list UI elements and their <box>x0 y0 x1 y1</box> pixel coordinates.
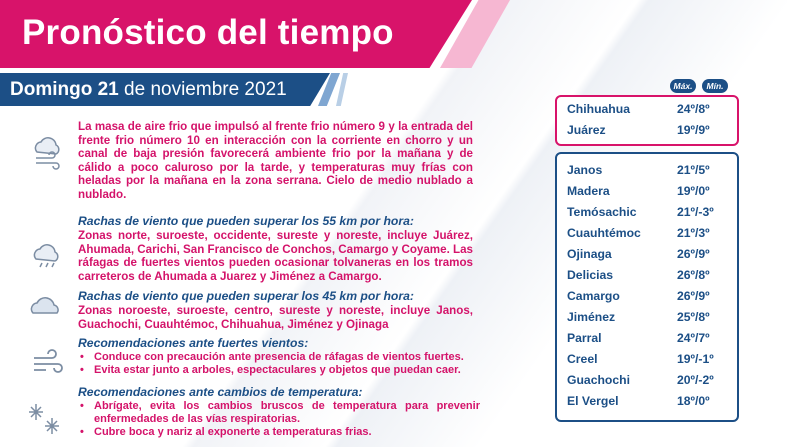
partly-cloudy-icon <box>28 285 68 325</box>
wind-45-heading: Rachas de viento que pueden superar los 45 km por hora: <box>78 289 414 303</box>
table-row <box>567 226 737 245</box>
city-name: Jiménez <box>567 310 616 324</box>
city-temp: 20º/-2º <box>677 373 714 387</box>
snowflake-icon <box>24 398 64 438</box>
date-label <box>10 79 287 101</box>
wind-45-text: Zonas noroeste, suroeste, centro, sureste y noreste, incluye Janos, Guachochi, Cuauhtémoc, Chihuahua, Jiménez y Ojinaga <box>78 304 473 331</box>
table-row <box>567 205 737 224</box>
featured-cities-box <box>555 95 739 146</box>
wind-icon <box>28 343 68 383</box>
table-row <box>567 163 737 182</box>
cloud-icon <box>28 232 68 272</box>
table-row <box>567 394 737 413</box>
table-row <box>567 247 737 266</box>
city-temp: 24º/8º <box>677 102 710 116</box>
city-name: El Vergel <box>567 394 619 408</box>
city-name: Temósachic <box>567 205 637 219</box>
city-name: Camargo <box>567 289 620 303</box>
table-row <box>567 184 737 203</box>
list-item: • Evita estar junto a arboles, espectaculares y objetos que puedan caer. <box>80 364 480 377</box>
date-month-year: de noviembre 2021 <box>124 79 287 100</box>
city-name: Madera <box>567 184 610 198</box>
city-temp: 19º/9º <box>677 123 710 137</box>
table-row <box>567 352 737 371</box>
city-name: Janos <box>567 163 603 177</box>
city-temp: 26º/8º <box>677 268 710 282</box>
city-temp: 21º/-3º <box>677 205 714 219</box>
city-name: Juárez <box>567 123 606 137</box>
table-row <box>567 102 737 121</box>
forecast-summary: La masa de aire frio que impulsó al frente frio número 9 y la entrada del frente frio número 10 en interacción con la corriente en chorro y un canal de baja presión favorecerá ambiente frio por la mañana y de cálido a poco caluroso por la tarde, y temperaturas muy frías con heladas por la mañana en la zona serrana. Cielo de medio nublado a nublado. <box>78 120 473 201</box>
city-temp: 19º/-1º <box>677 352 714 366</box>
city-temp: 21º/5º <box>677 163 710 177</box>
wind-recommendations-heading: Recomendaciones ante fuertes vientos: <box>78 336 309 350</box>
city-name: Guachochi <box>567 373 630 387</box>
wind-55-heading: Rachas de viento que pueden superar los 55 km por hora: <box>78 214 414 228</box>
city-temp: 18º/0º <box>677 394 710 408</box>
city-temp: 21º/3º <box>677 226 710 240</box>
city-name: Delicias <box>567 268 614 282</box>
table-row <box>567 331 737 350</box>
city-name: Cuauhtémoc <box>567 226 641 240</box>
temperature-recommendations-heading: Recomendaciones ante cambios de temperatura: <box>78 385 363 399</box>
city-name: Creel <box>567 352 598 366</box>
city-name: Ojinaga <box>567 247 612 261</box>
city-temp: 26º/9º <box>677 247 710 261</box>
table-row <box>567 373 737 392</box>
city-name: Parral <box>567 331 602 345</box>
cloud-wind-icon <box>28 130 68 170</box>
city-temp: 26º/9º <box>677 289 710 303</box>
city-temp: 24º/7º <box>677 331 710 345</box>
max-label: Máx. <box>670 79 696 93</box>
min-label: Mín. <box>702 79 728 93</box>
temperature-recommendations-list <box>80 400 480 440</box>
date-number: 21 <box>97 79 119 100</box>
table-row <box>567 289 737 308</box>
page-title: Pronóstico del tiempo <box>22 13 394 52</box>
table-row <box>567 310 737 329</box>
date-day: Domingo <box>10 79 93 100</box>
list-item: • Cubre boca y nariz al exponerte a temperaturas frias. <box>80 426 480 439</box>
table-row <box>567 123 737 142</box>
list-item: • Conduce con precaución ante presencia de ráfagas de vientos fuertes. <box>80 351 480 364</box>
table-row <box>567 268 737 287</box>
city-temp: 25º/8º <box>677 310 710 324</box>
cities-box <box>555 152 739 422</box>
wind-55-text: Zonas norte, suroeste, occidente, sureste y noreste, incluye Juárez, Ahumada, Carichi, San Francisco de Conchos, Camargo y Coyame. Las ráfagas de fuertes vientos pueden ocasionar tolvaneras en los tramos carreteros de Ahumada a Juarez y Jiménez a Camargo. <box>78 229 473 283</box>
city-temp: 19º/0º <box>677 184 710 198</box>
city-name: Chihuahua <box>567 102 630 116</box>
wind-recommendations-list <box>80 351 480 377</box>
list-item: • Abrígate, evita los cambios bruscos de temperatura para prevenir enfermedades de las vías respiratorias. <box>80 400 480 426</box>
